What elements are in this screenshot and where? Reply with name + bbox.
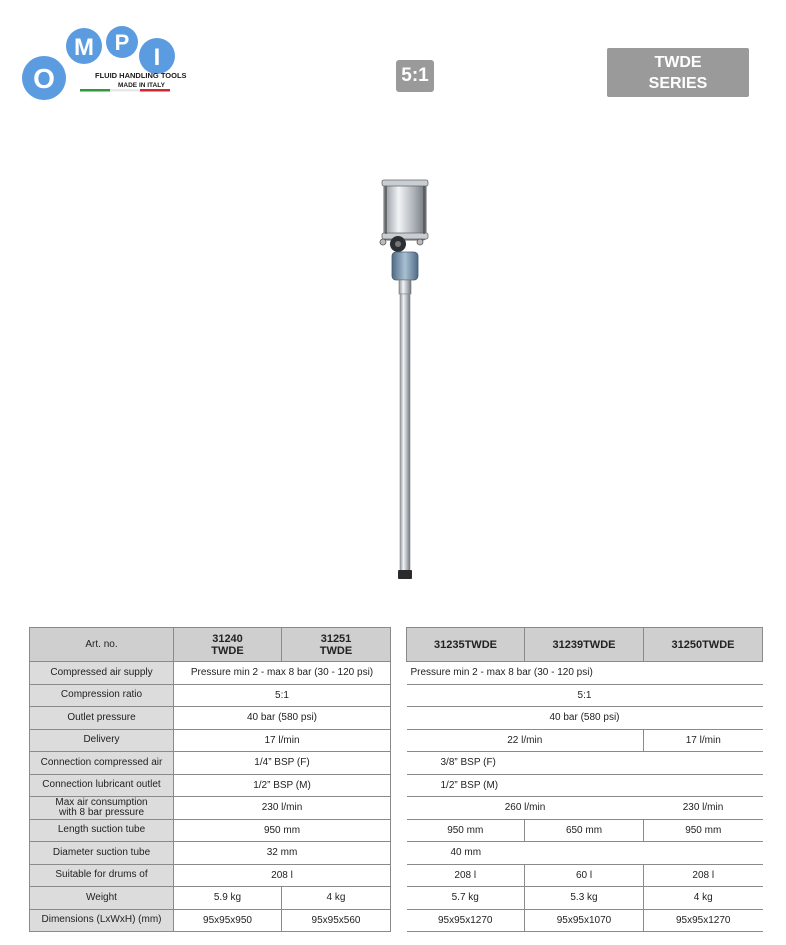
- table-row: [30, 797, 391, 820]
- model-header: 31240 TWDE: [174, 628, 282, 662]
- table-row: [30, 662, 391, 685]
- row-label: Connection lubricant outlet: [30, 774, 174, 797]
- art-no-header: Art. no.: [30, 628, 174, 662]
- table-cell: 40 mm: [407, 842, 763, 865]
- table-row: [407, 729, 763, 752]
- ompi-logo: [22, 26, 192, 106]
- table-row: [407, 684, 763, 707]
- svg-text:O: O: [33, 63, 55, 94]
- table-row: [30, 842, 391, 865]
- table-cell: 40 bar (580 psi): [407, 707, 763, 730]
- table-row: [407, 707, 763, 730]
- table-row: [407, 774, 763, 797]
- row-label: Connection compressed air: [30, 752, 174, 775]
- table-cell: 32 mm: [174, 842, 391, 865]
- table-cell: 650 mm: [525, 819, 644, 842]
- specs-table-right: [406, 627, 763, 932]
- table-row: [30, 729, 391, 752]
- table-cell: 95x95x950: [174, 909, 282, 932]
- table-cell: 230 l/min: [644, 797, 763, 820]
- svg-text:I: I: [153, 44, 161, 71]
- table-header-row: [30, 628, 391, 662]
- table-cell: 17 l/min: [644, 729, 763, 752]
- table-header-row: [407, 628, 763, 662]
- row-label: Diameter suction tube: [30, 842, 174, 865]
- table-row: [30, 752, 391, 775]
- table-cell: 95x95x1270: [644, 909, 763, 932]
- table-cell: 60 l: [525, 864, 644, 887]
- series-badge: [607, 48, 749, 97]
- table-cell: 5.3 kg: [525, 887, 644, 910]
- barrel-pump-image: [370, 178, 440, 583]
- row-label: Dimensions (LxWxH) (mm): [30, 909, 174, 932]
- table-cell: 1/4” BSP (F): [174, 752, 391, 775]
- table-cell: 5.9 kg: [174, 887, 282, 910]
- table-cell: Pressure min 2 - max 8 bar (30 - 120 psi): [407, 662, 763, 685]
- table-row: [407, 752, 763, 775]
- row-label: Suitable for drums of: [30, 864, 174, 887]
- table-row: [30, 684, 391, 707]
- table-row: [407, 819, 763, 842]
- table-row: [30, 819, 391, 842]
- series-label: SERIES: [648, 74, 708, 92]
- table-row: [30, 909, 391, 932]
- row-label: Compression ratio: [30, 684, 174, 707]
- table-row: [30, 864, 391, 887]
- svg-text:P: P: [114, 30, 130, 55]
- table-cell: 260 l/min: [407, 797, 644, 820]
- table-row: [407, 864, 763, 887]
- model-header: 31250TWDE: [644, 628, 763, 662]
- row-label: Delivery: [30, 729, 174, 752]
- table-cell: 5:1: [174, 684, 391, 707]
- table-cell: Pressure min 2 - max 8 bar (30 - 120 psi): [174, 662, 391, 685]
- table-cell: 950 mm: [174, 819, 391, 842]
- table-cell: 95x95x1070: [525, 909, 644, 932]
- table-row: [407, 909, 763, 932]
- row-label: Compressed air supply: [30, 662, 174, 685]
- row-label: Weight: [30, 887, 174, 910]
- table-cell: 4 kg: [644, 887, 763, 910]
- table-cell: 5.7 kg: [407, 887, 525, 910]
- table-row: [30, 774, 391, 797]
- ratio-badge: 5:1: [396, 60, 434, 92]
- table-cell: 950 mm: [407, 819, 525, 842]
- model-header: 31235TWDE: [407, 628, 525, 662]
- table-cell: 95x95x1270: [407, 909, 525, 932]
- table-cell: 208 l: [174, 864, 391, 887]
- row-label: Max air consumption with 8 bar pressure: [30, 797, 174, 820]
- table-cell: 40 bar (580 psi): [174, 707, 391, 730]
- table-cell: 22 l/min: [407, 729, 644, 752]
- svg-text:FLUID HANDLING TOOLS: FLUID HANDLING TOOLS: [95, 71, 187, 80]
- table-cell: 5:1: [407, 684, 763, 707]
- model-header: 31239TWDE: [525, 628, 644, 662]
- row-label: Length suction tube: [30, 819, 174, 842]
- row-label: Outlet pressure: [30, 707, 174, 730]
- table-cell: 208 l: [407, 864, 525, 887]
- svg-text:M: M: [74, 34, 94, 61]
- table-row: [30, 887, 391, 910]
- table-row: [407, 797, 763, 820]
- table-row: [407, 842, 763, 865]
- svg-text:MADE IN ITALY: MADE IN ITALY: [118, 82, 165, 89]
- table-cell: 4 kg: [282, 887, 391, 910]
- table-cell: 1/2” BSP (M): [407, 774, 763, 797]
- table-cell: 230 l/min: [174, 797, 391, 820]
- specs-table-left: [29, 627, 391, 932]
- table-cell: 950 mm: [644, 819, 763, 842]
- table-cell: 1/2” BSP (M): [174, 774, 391, 797]
- table-cell: 3/8” BSP (F): [407, 752, 763, 775]
- table-row: [407, 662, 763, 685]
- table-row: [30, 707, 391, 730]
- table-cell: 17 l/min: [174, 729, 391, 752]
- series-name: TWDE: [654, 53, 702, 71]
- table-cell: 95x95x560: [282, 909, 391, 932]
- table-cell: 208 l: [644, 864, 763, 887]
- model-header: 31251 TWDE: [282, 628, 391, 662]
- table-row: [407, 887, 763, 910]
